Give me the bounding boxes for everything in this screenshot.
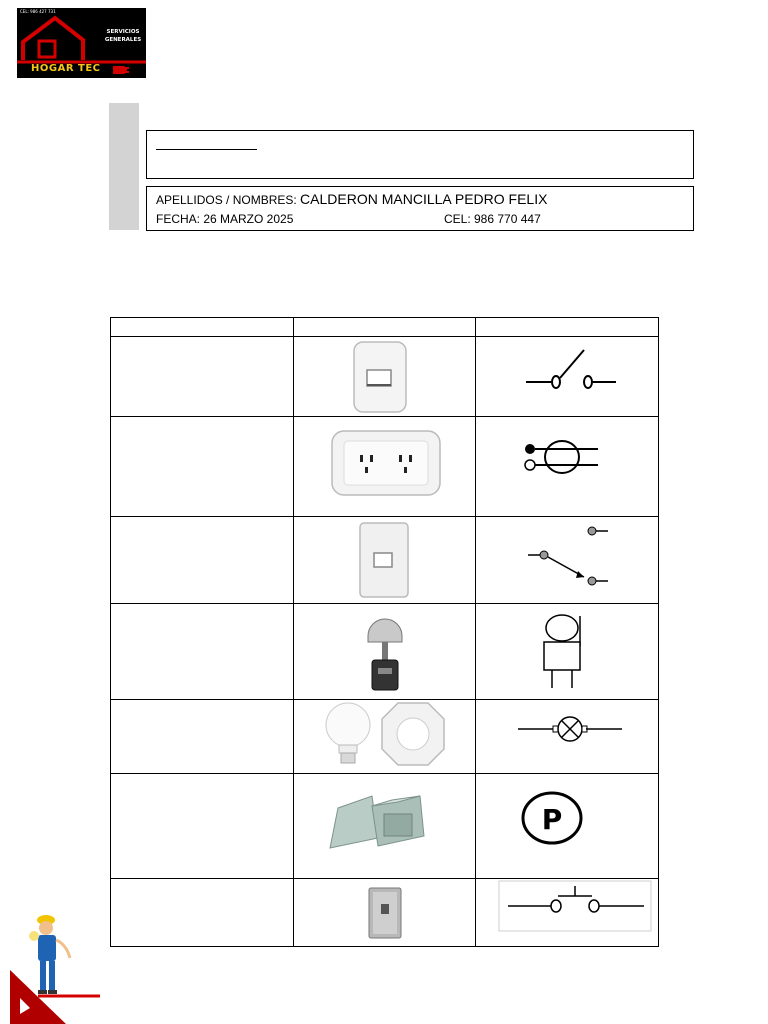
bell-symbol-icon (540, 612, 596, 692)
symbol-cell (476, 417, 659, 517)
header-cell-name (111, 318, 294, 337)
title-underline (156, 149, 257, 150)
logo-brand: HOGAR TEC (31, 63, 101, 74)
push-button-device-icon (367, 886, 403, 940)
device-name-cell (111, 337, 294, 417)
table-row (111, 604, 659, 700)
square-box-icon (328, 786, 430, 854)
header-cell-symbol (476, 318, 659, 337)
name-label: APELLIDOS / NOMBRES: (156, 193, 301, 207)
push-button-symbol-icon (498, 880, 652, 932)
table-row (111, 700, 659, 774)
single-switch-icon (352, 340, 408, 414)
device-name-cell (111, 517, 294, 604)
symbol-cell (476, 774, 659, 879)
logo-services-text: SERVICIOS GENERALES (104, 29, 142, 43)
table-row (111, 417, 659, 517)
symbol-cell (476, 517, 659, 604)
title-box (146, 130, 694, 179)
table-row (111, 879, 659, 947)
symbol-cell (476, 604, 659, 700)
switch-symbol-icon (524, 346, 620, 406)
device-image-cell (294, 417, 476, 517)
phone-text: CEL: 986 770 447 (444, 212, 541, 226)
symbol-cell (476, 700, 659, 774)
outlet-symbol-icon (522, 435, 602, 481)
device-image-cell (294, 774, 476, 879)
header-side-strip (109, 103, 139, 230)
electrician-mascot-icon (8, 908, 108, 1024)
student-info-box (146, 186, 694, 231)
logo-phone: CEL: 986 427 731 (20, 9, 56, 14)
name-value: CALDERON MANCILLA PEDRO FELIX (300, 191, 548, 207)
table-row (111, 774, 659, 879)
device-name-cell (111, 604, 294, 700)
device-image-cell (294, 879, 476, 947)
switch-alt-icon (358, 521, 410, 599)
symbol-cell (476, 337, 659, 417)
company-logo (17, 8, 146, 78)
name-line (156, 191, 547, 209)
device-name-cell (111, 700, 294, 774)
device-image-cell (294, 337, 476, 417)
bell-icon (360, 606, 410, 694)
pass-box-symbol-icon (520, 790, 584, 846)
devices-table (110, 317, 659, 947)
device-name-cell (111, 774, 294, 879)
device-image-cell (294, 604, 476, 700)
table-row (111, 337, 659, 417)
device-name-cell (111, 417, 294, 517)
bulb-and-box-icon (322, 701, 450, 771)
table-header-row (111, 318, 659, 337)
lamp-symbol-icon (516, 714, 624, 744)
svg-text:P: P (541, 803, 563, 836)
device-image-cell (294, 517, 476, 604)
device-image-cell (294, 700, 476, 774)
double-outlet-icon (330, 429, 442, 497)
table-row (111, 517, 659, 604)
three-way-switch-symbol-icon (526, 523, 610, 593)
symbol-cell (476, 879, 659, 947)
date-text: FECHA: 26 MARZO 2025 (156, 212, 294, 226)
header-cell-image (294, 318, 476, 337)
device-name-cell (111, 879, 294, 947)
